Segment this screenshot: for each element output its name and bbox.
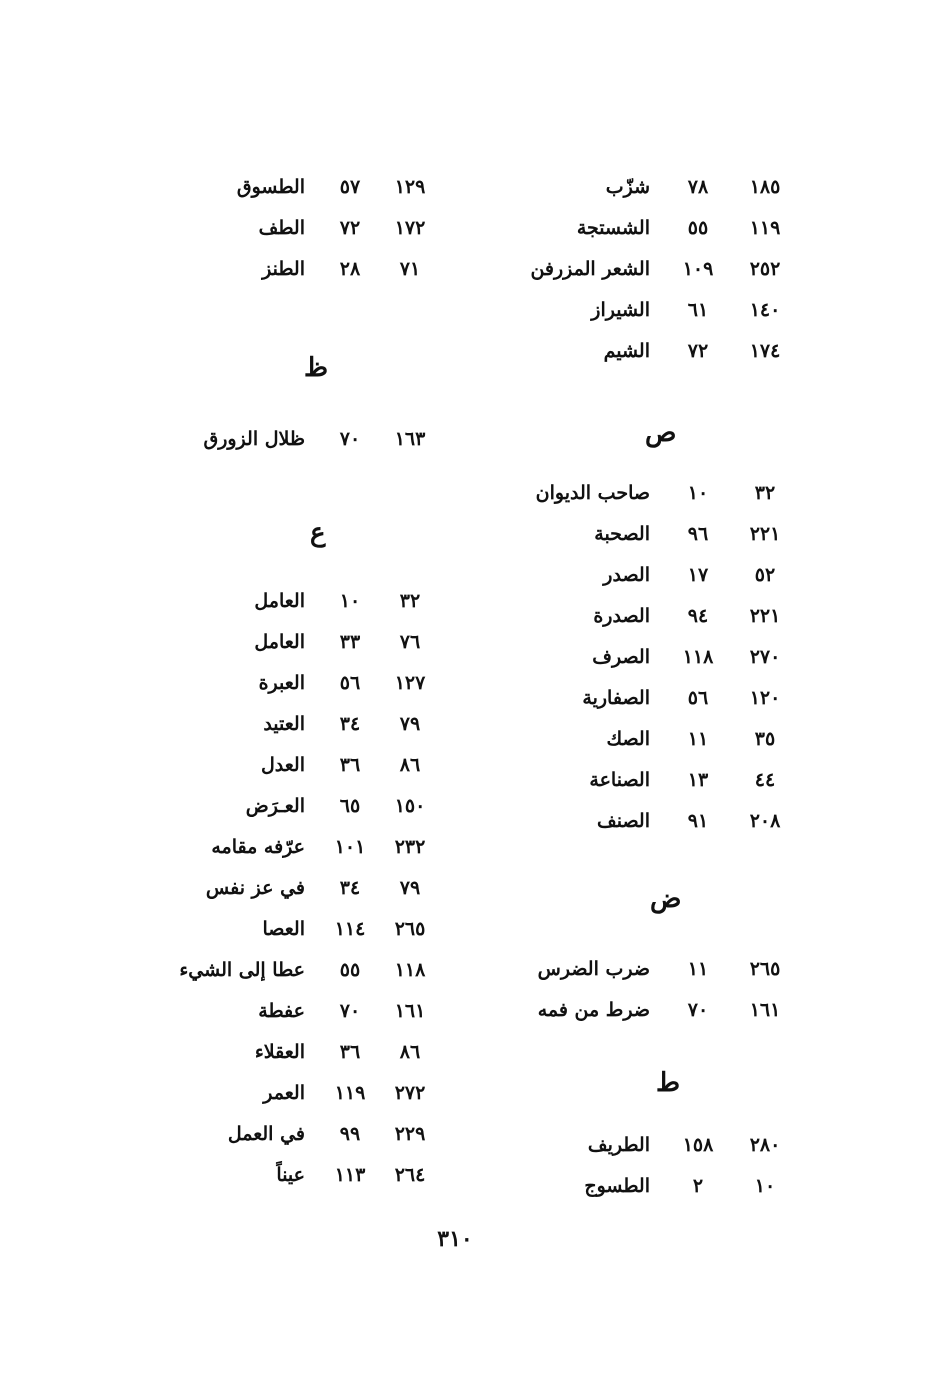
entry-term: الطسوق <box>236 176 305 198</box>
entry-page: ٢٠٨ <box>749 810 781 832</box>
entry-page: ٢٦٥ <box>749 958 781 980</box>
entry-page: ١٥٠ <box>394 795 426 817</box>
entry-term: عفطة <box>258 1000 305 1022</box>
entry-page: ٢٧٠ <box>749 646 781 668</box>
index-entry <box>520 478 810 514</box>
index-entry <box>520 765 810 801</box>
index-entry <box>520 1130 810 1166</box>
entry-page: ٣٢ <box>399 590 421 612</box>
index-entry <box>180 750 460 786</box>
entry-number: ٣٤ <box>339 877 361 899</box>
entry-term: الصدرة <box>593 605 650 627</box>
entry-number: ١٠ <box>687 482 709 504</box>
index-entry <box>180 627 460 663</box>
index-entry <box>180 668 460 704</box>
entry-number: ٧٠ <box>339 1000 361 1022</box>
entry-number: ١١٩ <box>334 1082 366 1104</box>
entry-term: ظلال الزورق <box>203 428 305 450</box>
entry-term: ضرط من فمه <box>537 999 650 1021</box>
entry-number: ٢ <box>692 1175 704 1197</box>
entry-number: ١٠١ <box>334 836 366 858</box>
entry-number: ٦١ <box>687 299 709 321</box>
entry-term: الطسوج <box>584 1175 650 1197</box>
index-entry <box>520 519 810 555</box>
index-entry <box>520 172 810 208</box>
index-entry <box>520 601 810 637</box>
index-entry <box>520 213 810 249</box>
entry-term: شزّب <box>605 176 650 198</box>
entry-term: العصا <box>262 918 305 940</box>
entry-page: ٢٦٤ <box>394 1164 426 1186</box>
entry-term: العامل <box>254 631 305 653</box>
entry-page: ١٢٩ <box>394 176 426 198</box>
entry-page: ٥٢ <box>754 564 776 586</box>
entry-number: ١١٤ <box>334 918 366 940</box>
entry-page: ١٨٥ <box>749 176 781 198</box>
entry-number: ٥٧ <box>339 176 361 198</box>
entry-page: ٢٢١ <box>749 523 781 545</box>
entry-number: ١١ <box>687 958 709 980</box>
entry-number: ٧٢ <box>687 340 709 362</box>
index-entry <box>520 806 810 842</box>
entry-number: ١١٣ <box>334 1164 366 1186</box>
index-entry <box>180 709 460 745</box>
entry-page: ٢٢٩ <box>394 1123 426 1145</box>
index-entry <box>180 172 460 208</box>
entry-number: ٩٩ <box>339 1123 361 1145</box>
entry-page: ٧٩ <box>399 877 421 899</box>
section-letter-za: ظ <box>304 353 329 383</box>
entry-page: ٧٩ <box>399 713 421 735</box>
entry-term: الصفارية <box>582 687 650 709</box>
entry-page: ١١٨ <box>394 959 426 981</box>
entry-number: ٥٥ <box>339 959 361 981</box>
entry-term: الطريف <box>587 1134 650 1156</box>
index-entry <box>180 254 460 290</box>
section-letter-dad: ض <box>650 884 682 914</box>
entry-page: ٣٥ <box>754 728 776 750</box>
index-entry <box>180 914 460 950</box>
entry-term: العدل <box>260 754 305 776</box>
index-entry <box>180 996 460 1032</box>
index-entry <box>180 1078 460 1114</box>
entry-number: ٥٦ <box>687 687 709 709</box>
entry-term: الصحبة <box>594 523 650 545</box>
section-letter-sad: ص <box>645 418 677 448</box>
entry-term: العامل <box>254 590 305 612</box>
entry-number: ١٥٨ <box>682 1134 714 1156</box>
index-entry <box>180 1119 460 1155</box>
entry-number: ١١٨ <box>682 646 714 668</box>
section-letter-ain: ع <box>310 518 326 548</box>
entry-number: ١١ <box>687 728 709 750</box>
entry-number: ٧٠ <box>339 428 361 450</box>
entry-number: ١٧ <box>687 564 709 586</box>
entry-term: ضرب الضرس <box>537 958 650 980</box>
entry-page: ١٦١ <box>749 999 781 1021</box>
entry-page: ١٧٤ <box>749 340 781 362</box>
entry-term: الطنز <box>262 258 305 280</box>
entry-number: ٦٥ <box>339 795 361 817</box>
entry-number: ١٠٩ <box>682 258 714 280</box>
entry-page: ١٠ <box>754 1175 776 1197</box>
index-entry <box>180 213 460 249</box>
entry-number: ٧٨ <box>687 176 709 198</box>
entry-term: في العمل <box>227 1123 305 1145</box>
entry-term: صاحب الديوان <box>535 482 650 504</box>
index-entry <box>520 254 810 290</box>
entry-number: ١٠ <box>339 590 361 612</box>
entry-term: في عز نفس <box>205 877 305 899</box>
entry-term: الشيراز <box>591 299 650 321</box>
entry-number: ٧٢ <box>339 217 361 239</box>
index-entry <box>520 954 810 990</box>
entry-number: ٥٦ <box>339 672 361 694</box>
entry-term: عيناً <box>276 1164 305 1186</box>
entry-page: ٧١ <box>399 258 421 280</box>
section-letter-ta: ط <box>656 1068 681 1098</box>
entry-number: ٢٨ <box>339 258 361 280</box>
entry-term: عرّفه مقامه <box>211 836 305 858</box>
entry-number: ١٣ <box>687 769 709 791</box>
entry-page: ٢٥٢ <box>749 258 781 280</box>
entry-term: الشعر المزرفن <box>530 258 650 280</box>
index-entry <box>520 724 810 760</box>
entry-page: ١٧٢ <box>394 217 426 239</box>
index-entry <box>520 295 810 331</box>
entry-term: الصدر <box>603 564 650 586</box>
entry-page: ١٢٠ <box>749 687 781 709</box>
entry-term: الشستجة <box>576 217 650 239</box>
entry-number: ٣٦ <box>339 1041 361 1063</box>
entry-term: العـرَض <box>245 795 305 817</box>
index-entry <box>180 586 460 622</box>
entry-term: العقلاء <box>254 1041 305 1063</box>
entry-term: العبرة <box>258 672 305 694</box>
index-entry <box>520 995 810 1031</box>
entry-term: الصناعة <box>589 769 650 791</box>
index-entry <box>180 873 460 909</box>
entry-number: ٩٤ <box>687 605 709 627</box>
entry-number: ٩١ <box>687 810 709 832</box>
entry-page: ٣٢ <box>754 482 776 504</box>
index-entry <box>520 683 810 719</box>
entry-page: ١٦١ <box>394 1000 426 1022</box>
index-entry <box>520 1171 810 1207</box>
index-entry <box>180 1037 460 1073</box>
entry-page: ١٢٧ <box>394 672 426 694</box>
index-entry <box>180 832 460 868</box>
entry-term: الصرف <box>592 646 650 668</box>
entry-number: ٣٦ <box>339 754 361 776</box>
index-entry <box>180 791 460 827</box>
entry-number: ٣٤ <box>339 713 361 735</box>
index-entry <box>180 424 460 460</box>
entry-term: الشيم <box>603 340 650 362</box>
index-entry <box>180 955 460 991</box>
index-entry <box>520 336 810 372</box>
entry-term: عطا إلى الشيء <box>179 959 305 981</box>
entry-page: ٤٤ <box>754 769 776 791</box>
entry-page: ١١٩ <box>749 217 781 239</box>
entry-page: ٢٢١ <box>749 605 781 627</box>
entry-page: ٨٦ <box>399 754 421 776</box>
entry-term: الصك <box>606 728 650 750</box>
entry-number: ٩٦ <box>687 523 709 545</box>
entry-number: ٣٣ <box>339 631 361 653</box>
index-entry <box>520 560 810 596</box>
entry-page: ٢٧٢ <box>394 1082 426 1104</box>
entry-page: ٢٦٥ <box>394 918 426 940</box>
entry-number: ٧٠ <box>687 999 709 1021</box>
entry-term: الطف <box>258 217 305 239</box>
entry-page: ١٦٣ <box>394 428 426 450</box>
index-entry <box>520 642 810 678</box>
entry-page: ١٤٠ <box>749 299 781 321</box>
entry-number: ٥٥ <box>687 217 709 239</box>
index-entry <box>180 1160 460 1196</box>
entry-term: الصنف <box>597 810 650 832</box>
entry-term: العتيد <box>263 713 305 735</box>
entry-term: العمر <box>263 1082 305 1104</box>
entry-page: ٨٦ <box>399 1041 421 1063</box>
entry-page: ٢٣٢ <box>394 836 426 858</box>
page-number: ٣١٠ <box>437 1226 473 1252</box>
entry-page: ٢٨٠ <box>749 1134 781 1156</box>
entry-page: ٧٦ <box>399 631 421 653</box>
